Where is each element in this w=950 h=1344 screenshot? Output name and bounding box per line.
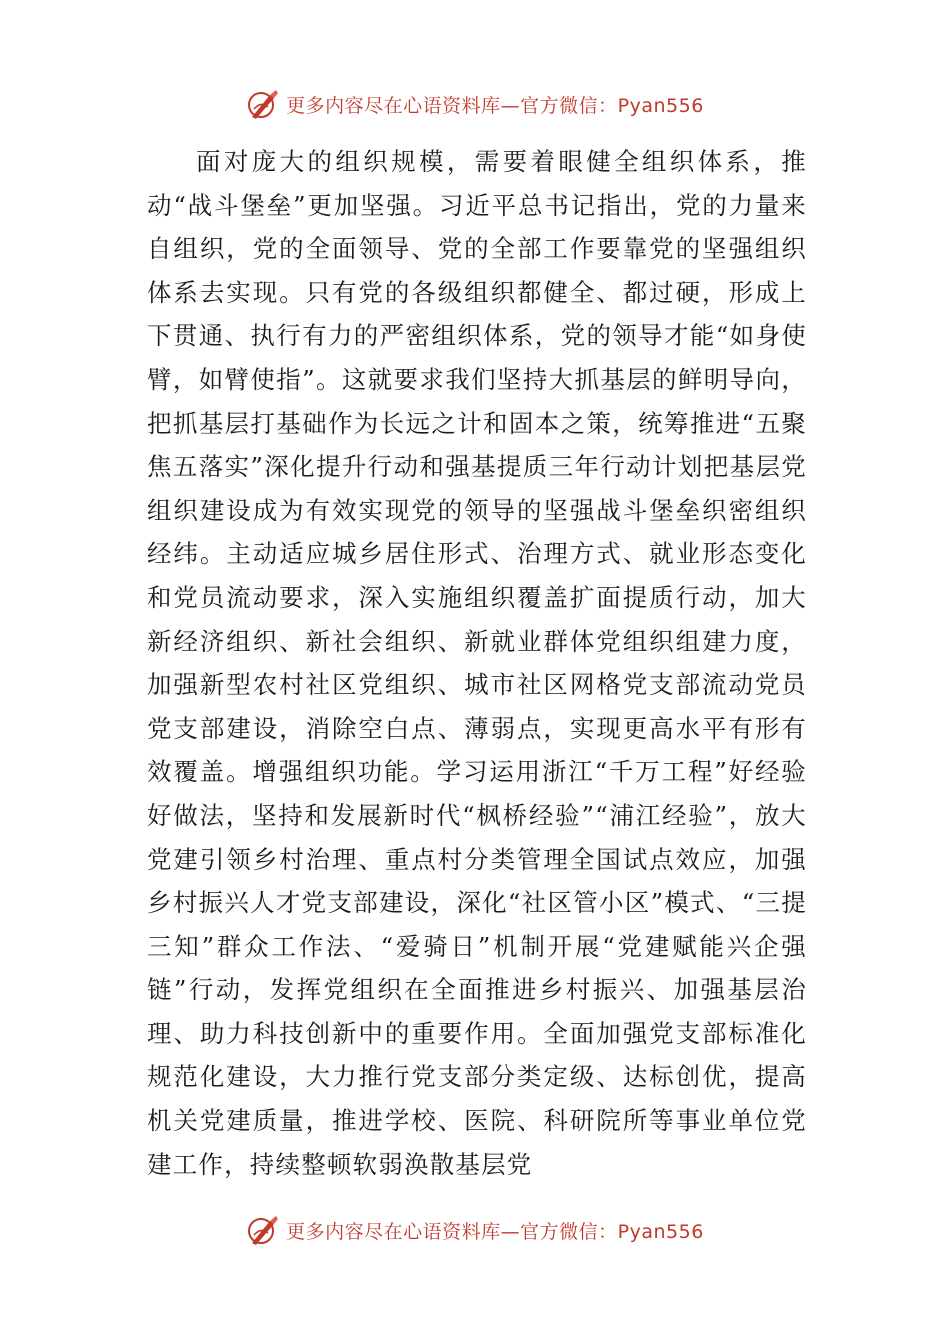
header-watermark-banner [0,84,950,124]
article-body [147,140,807,1186]
pen-circle-logo-icon [246,87,280,121]
banner-text: 更多内容尽在心语资料库—官方微信：Pyan556 [286,1220,704,1243]
pen-circle-logo-icon [246,1213,280,1247]
footer-watermark-banner [0,1210,950,1250]
banner-text: 更多内容尽在心语资料库—官方微信：Pyan556 [286,94,704,117]
article-paragraph: 面对庞大的组织规模，需要着眼健全组织体系，推动“战斗堡垒”更加坚强。习近平总书记指出，党的力量来自组织，党的全面领导、党的全部工作要靠党的坚强组织体系去实现。只有党的各级组织都健全、都过硬，形成上下贯通、执行有力的严密组织体系，党的领导才能“如身使臂，如臂使指”。这就要求我们坚持大抓基层的鲜明导向，把抓基层打基础作为长远之计和固本之策，统筹推进“五聚焦五落实”深化提升行动和强基提质三年行动计划把基层党组织建设成为有效实现党的领导的坚强战斗堡垒织密组织经纬。主动适应城乡居住形式、治理方式、就业形态变化和党员流动要求，深入实施组织覆盖扩面提质行动，加大新经济组织、新社会组织、新就业群体党组织组建力度，加强新型农村社区党组织、城市社区网格党支部流动党员党支部建设，消除空白点、薄弱点，实现更高水平有形有效覆盖。增强组织功能。学习运用浙江“千万工程”好经验好做法，坚持和发展新时代“枫桥经验”“浦江经验”，放大党建引领乡村治理、重点村分类管理全国试点效应，加强乡村振兴人才党支部建设，深化“社区管小区”模式、“三提三知”群众工作法、“爱骑日”机制开展“党建赋能兴企强链”行动，发挥党组织在全面推进乡村振兴、加强基层治理、助力科技创新中的重要作用。全面加强党支部标准化规范化建设，大力推行党支部分类定级、达标创优，提高机关党建质量，推进学校、医院、科研院所等事业单位党建工作，持续整顿软弱涣散基层党 [147,147,807,1179]
